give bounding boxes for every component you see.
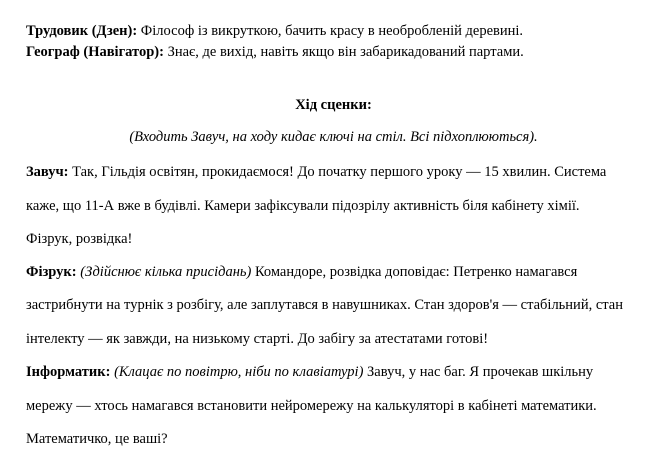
dialogue-text: Завуч, у нас баг. Я прочекав шкільну (363, 364, 594, 380)
section-title: Хід сценки: (295, 97, 372, 113)
dialogue-fizruk-line-1 (26, 263, 577, 281)
dialogue-text: Командоре, розвідка доповідає: Петренко намагався (251, 264, 578, 280)
character-description: Філософ із викруткою, бачить красу в необробленій деревині. (137, 23, 524, 39)
character-name: Трудовик (Дзен): (26, 23, 138, 39)
dialogue-fizruk-line-3: інтелекту — як завжди, на низькому старті. До забігу за атестатами готові! (26, 331, 489, 347)
speaker-name: Завуч: (26, 164, 69, 180)
dialogue-zavuch-line-1 (26, 163, 606, 181)
character-trudovyk (26, 22, 523, 40)
dialogue-fizruk-line-2: застрибнути на турнік з розбігу, але заплутався в навушниках. Стан здоров'я — стабільний, стан (26, 297, 623, 313)
dialogue-text: Так, Гільдія освітян, прокидаємося! До початку першого уроку — 15 хвилин. Система (68, 164, 607, 180)
speaker-name: Інформатик: (26, 364, 111, 380)
speaker-name: Фізрук: (26, 264, 77, 280)
dialogue-zavuch-line-2: каже, що 11-А вже в будівлі. Камери зафіксували підозрілу активність біля кабінету хімії. (26, 198, 580, 214)
character-description: Знає, де вихід, навіть якщо він забарикадований партами. (163, 44, 524, 60)
stage-action: (Здійснює кілька присідань) (80, 264, 252, 280)
dialogue-informatyk-line-1 (26, 363, 593, 381)
stage-action: (Клацає по повітрю, ніби по клавіатурі) (114, 364, 364, 380)
character-name: Географ (Навігатор): (26, 44, 164, 60)
dialogue-zavuch-line-3: Фізрук, розвідка! (26, 231, 133, 247)
dialogue-informatyk-line-2: мережу — хтось намагався встановити нейромережу на калькуляторі в кабінеті математики. (26, 398, 597, 414)
stage-direction: (Входить Завуч, на ходу кидає ключі на стіл. Всі підхоплюються). (129, 129, 538, 145)
character-geograf (26, 43, 524, 61)
dialogue-informatyk-line-3: Математичко, це ваші? (26, 431, 168, 447)
